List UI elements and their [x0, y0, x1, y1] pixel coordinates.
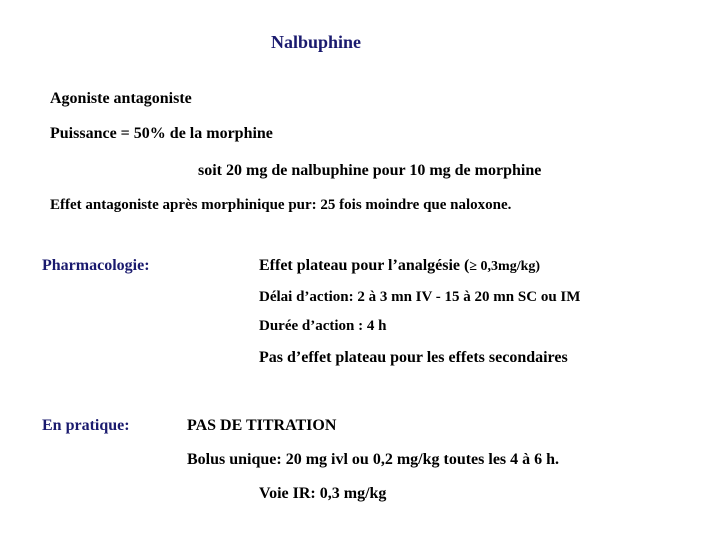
plateau-analgesie-dose: ≥ 0,3mg/kg): [469, 259, 541, 274]
pharmacologie-item-delai: Délai d’action: 2 à 3 mn IV - 15 à 20 mn SC ou IM: [259, 289, 581, 305]
pratique-item-voie-ir: Voie IR: 0,3 mg/kg: [259, 485, 387, 502]
intro-line-effet-antagoniste: Effet antagoniste après morphinique pur: 25 fois moindre que naloxone.: [50, 197, 512, 213]
intro-line-agoniste: Agoniste antagoniste: [50, 90, 192, 107]
pharmacologie-item-plateau-analgesie: [259, 258, 540, 274]
page-title: Nalbuphine: [271, 32, 362, 52]
pratique-item-titration: PAS DE TITRATION: [187, 417, 337, 434]
pharmacologie-item-duree: Durée d’action : 4 h: [259, 318, 387, 334]
pratique-item-bolus: Bolus unique: 20 mg ivl ou 0,2 mg/kg toutes les 4 à 6 h.: [187, 451, 560, 468]
pharmacologie-label: Pharmacologie:: [42, 257, 150, 274]
intro-line-equivalence: soit 20 mg de nalbuphine pour 10 mg de morphine: [198, 162, 542, 179]
intro-line-puissance: Puissance = 50% de la morphine: [50, 125, 273, 142]
pharmacologie-item-effets-secondaires: Pas d’effet plateau pour les effets secondaires: [259, 349, 568, 366]
pratique-label: En pratique:: [42, 417, 130, 434]
plateau-analgesie-text: Effet plateau pour l’analgésie (: [259, 257, 470, 274]
